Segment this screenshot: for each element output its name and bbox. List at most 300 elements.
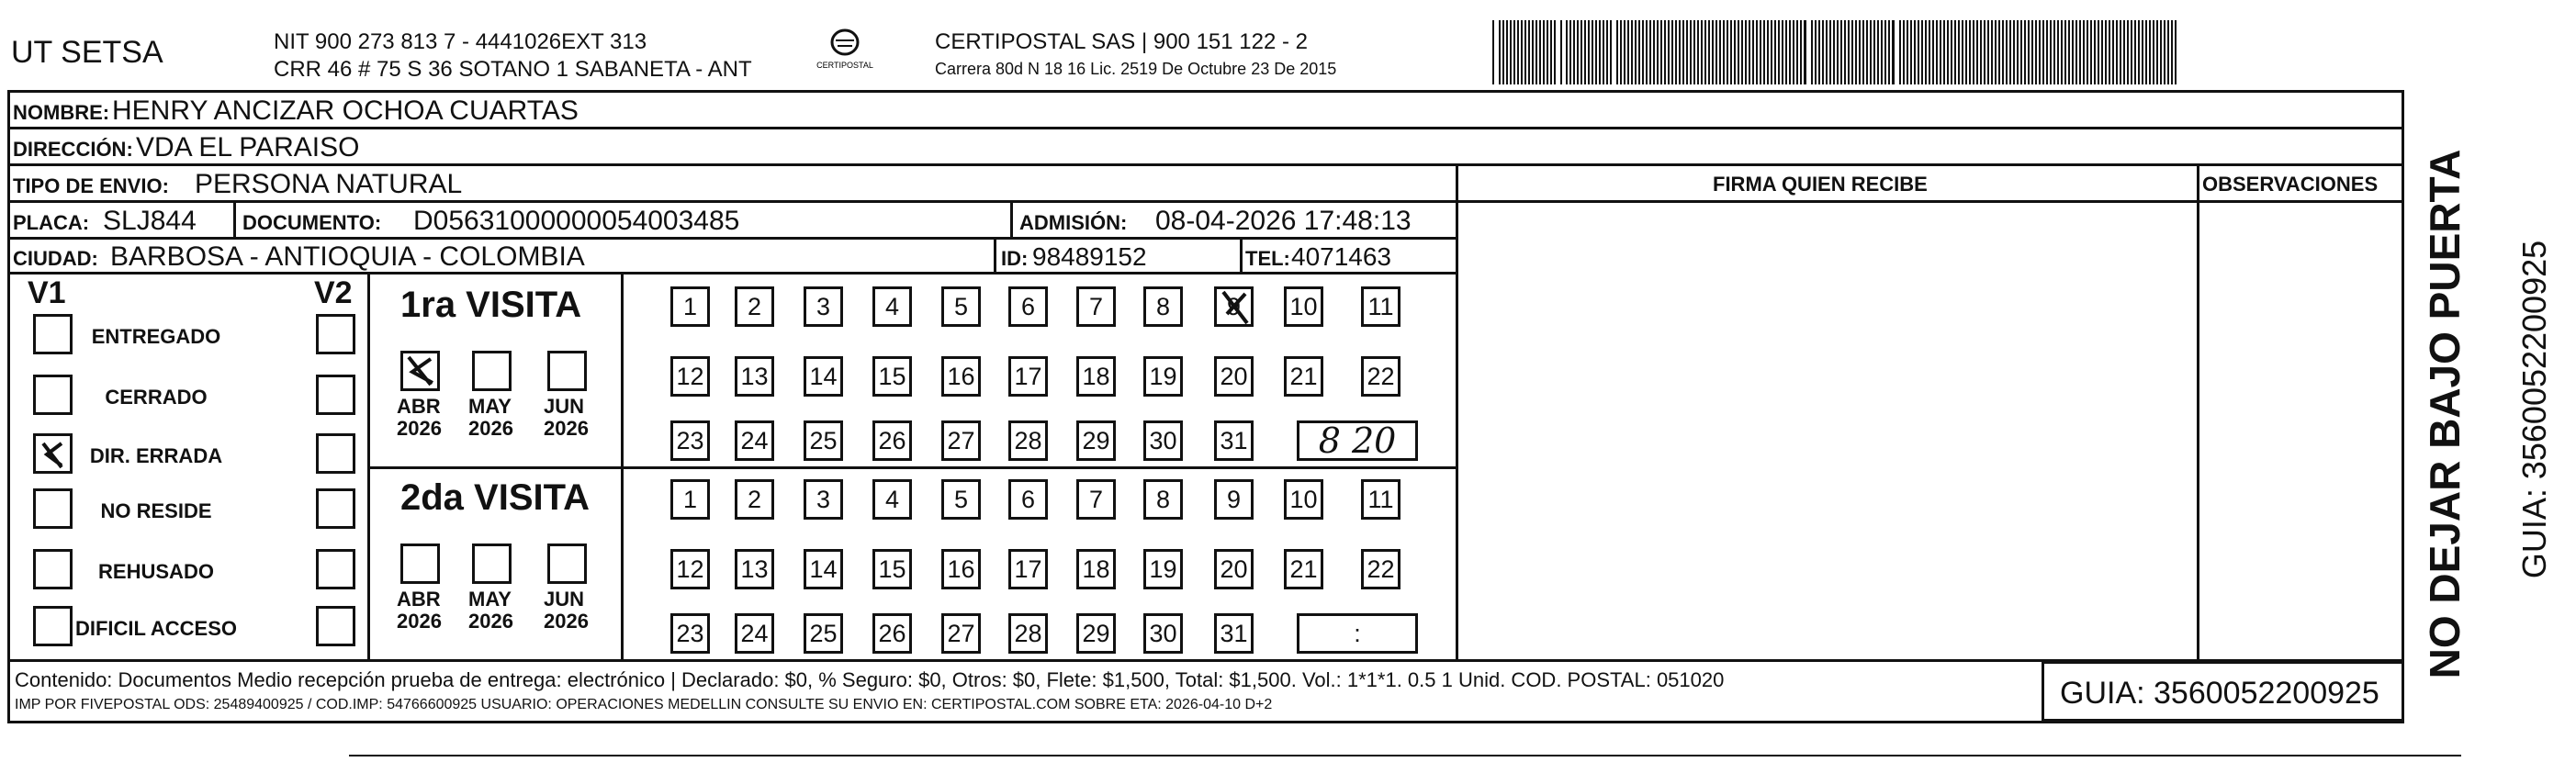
direccion-value: VDA EL PARAISO: [136, 132, 360, 162]
barcode-bar: [1866, 20, 1868, 84]
v2-checkbox[interactable]: [316, 488, 355, 529]
barcode-bar: [2031, 20, 2033, 84]
day-box[interactable]: 27: [941, 420, 981, 461]
barcode-bar: [2167, 20, 2169, 84]
status-label: CERRADO: [105, 386, 208, 409]
barcode-bar: [1517, 20, 1519, 84]
barcode-bar: [2028, 20, 2030, 84]
barcode-bar: [1998, 20, 2000, 84]
carrier-name: CERTIPOSTAL SAS | 900 151 122 - 2: [935, 29, 1308, 54]
status-label: DIFICIL ACCESO: [74, 617, 237, 640]
barcode-bar: [1892, 20, 1895, 84]
barcode-bar: [2083, 20, 2085, 84]
nombre-value: HENRY ANCIZAR OCHOA CUARTAS: [112, 95, 579, 126]
day-box[interactable]: 23: [670, 420, 710, 461]
barcode-bar: [1535, 20, 1537, 84]
barcode-bar: [2145, 20, 2147, 84]
day-box[interactable]: 12: [670, 549, 710, 589]
side-text-area: [2408, 90, 2553, 723]
day-box[interactable]: 14: [804, 356, 843, 397]
barcode-bar: [1815, 20, 1817, 84]
year-label: 2026: [468, 417, 513, 440]
day-box[interactable]: 13: [735, 356, 774, 397]
barcode-bar: [1793, 20, 1794, 84]
ciudad-value: BARBOSA - ANTIOQUIA - COLOMBIA: [110, 241, 585, 272]
year-label: 2026: [468, 610, 513, 633]
barcode-bar: [2098, 20, 2099, 84]
barcode-bar: [1610, 20, 1612, 84]
barcode-bar: [1940, 20, 1941, 84]
direccion-label: DIRECCIÓN:: [13, 138, 133, 161]
barcode-bar: [1510, 20, 1512, 84]
barcode-bar: [1603, 20, 1604, 84]
barcode-bar: [2039, 20, 2041, 84]
day-box[interactable]: 14: [804, 549, 843, 589]
footer-line2: IMP POR FIVEPOSTAL ODS: 25489400925 / COD.IMP: 54766600925 USUARIO: OPERACIONES MEDELLIN CONSULTE SU ENVIO EN: CERTIPOSTAL.COM SOBRE ETA: 2026-04-10 D+2: [15, 697, 1273, 712]
barcode-bar: [1528, 20, 1530, 84]
barcode-bar: [1708, 20, 1710, 84]
barcode-bar: [2017, 20, 2019, 84]
barcode-bar: [1903, 20, 1905, 84]
day-box[interactable]: 17: [1008, 356, 1048, 397]
barcode-bar: [1686, 20, 1688, 84]
barcode-bar: [1715, 20, 1717, 84]
firma-label: FIRMA QUIEN RECIBE: [1713, 173, 1928, 196]
barcode-bar: [1877, 20, 1879, 84]
day-box[interactable]: 10: [1284, 286, 1323, 327]
barcode-bar: [1859, 20, 1861, 84]
barcode-bar: [2120, 20, 2121, 84]
barcode-bar: [2072, 20, 2074, 84]
barcode-bar: [2127, 20, 2129, 84]
barcode-bar: [1840, 20, 1842, 84]
barcode-bar: [1712, 20, 1714, 84]
placa-value: SLJ844: [103, 206, 197, 236]
barcode-bar: [1752, 20, 1754, 84]
barcode-bar: [2142, 20, 2143, 84]
barcode-bar: [1690, 20, 1692, 84]
barcode-bar: [1554, 20, 1556, 84]
barcode-bar: [1855, 20, 1857, 84]
year-label: 2026: [397, 417, 442, 440]
barcode-bar: [1547, 20, 1548, 84]
certipostal-logo: [808, 28, 882, 73]
barcode-bar: [1763, 20, 1765, 84]
barcode-bar: [1984, 20, 1985, 84]
barcode-bar: [1822, 20, 1824, 84]
barcode-bar: [2131, 20, 2132, 84]
day-box[interactable]: 20: [1214, 549, 1254, 589]
month-label: ABR: [397, 395, 441, 418]
day-box[interactable]: 22: [1361, 549, 1400, 589]
barcode-bar: [1782, 20, 1783, 84]
barcode-bar: [1969, 20, 1971, 84]
barcode-bar: [1671, 20, 1673, 84]
barcode-bar: [2153, 20, 2154, 84]
barcode-bar: [2101, 20, 2103, 84]
day-box[interactable]: 5: [941, 479, 981, 520]
barcode-bar: [1738, 20, 1739, 84]
barcode-bar: [1873, 20, 1875, 84]
id-value: 98489152: [1032, 242, 1147, 271]
barcode-bar: [1929, 20, 1930, 84]
day-box[interactable]: 17: [1008, 549, 1048, 589]
day-box[interactable]: 8: [1143, 286, 1183, 327]
month-checkbox[interactable]: [472, 351, 512, 391]
barcode-bar: [1907, 20, 1908, 84]
day-box[interactable]: 28: [1008, 420, 1048, 461]
month-label: MAY: [468, 395, 512, 418]
barcode-bar: [1638, 20, 1640, 84]
barcode: [1492, 20, 2181, 84]
barcode-bar: [1492, 20, 1494, 84]
barcode-bar: [1888, 20, 1890, 84]
carrier-license: Carrera 80d N 18 16 Lic. 2519 De Octubre 23 De 2015: [935, 60, 1337, 78]
barcode-bar: [1573, 20, 1575, 84]
barcode-bar: [1829, 20, 1831, 84]
barcode-bar: [2090, 20, 2092, 84]
barcode-bar: [1588, 20, 1590, 84]
day-box[interactable]: 29: [1076, 613, 1116, 654]
second-visit-title: 2da VISITA: [400, 477, 590, 518]
year-label: 2026: [544, 417, 589, 440]
barcode-bar: [1506, 20, 1508, 84]
month-checkbox[interactable]: [400, 351, 440, 391]
barcode-bar: [1745, 20, 1747, 84]
barcode-bar: [2134, 20, 2136, 84]
day-box[interactable]: 2: [735, 479, 774, 520]
barcode-bar: [1660, 20, 1662, 84]
barcode-bar: [1833, 20, 1835, 84]
barcode-bar: [1800, 20, 1802, 84]
day-box[interactable]: 25: [804, 420, 843, 461]
barcode-bar: [1620, 20, 1622, 84]
barcode-bar: [1521, 20, 1523, 84]
time-box[interactable]: 8 20: [1297, 420, 1418, 461]
barcode-bar: [1741, 20, 1743, 84]
barcode-bar: [1584, 20, 1586, 84]
day-box[interactable]: 21: [1284, 356, 1323, 397]
barcode-bar: [1987, 20, 1989, 84]
barcode-bar: [2009, 20, 2011, 84]
admision-value: 08-04-2026 17:48:13: [1155, 206, 1412, 236]
documento-value: D05631000000054003485: [413, 206, 740, 236]
barcode-bar: [1513, 20, 1515, 84]
barcode-bar: [1749, 20, 1750, 84]
day-box[interactable]: 25: [804, 613, 843, 654]
barcode-bar: [2160, 20, 2162, 84]
tel-value: 4071463: [1291, 242, 1392, 271]
month-checkbox[interactable]: [472, 543, 512, 584]
barcode-bar: [1774, 20, 1776, 84]
status-label: REHUSADO: [98, 560, 214, 583]
day-box[interactable]: 23: [670, 613, 710, 654]
barcode-bar: [2035, 20, 2037, 84]
day-box[interactable]: 29: [1076, 420, 1116, 461]
barcode-bar: [2020, 20, 2022, 84]
day-box[interactable]: 7: [1076, 286, 1116, 327]
barcode-bar: [2006, 20, 2008, 84]
barcode-bar: [2042, 20, 2044, 84]
barcode-bar: [2171, 20, 2173, 84]
barcode-bar: [1980, 20, 1982, 84]
day-box[interactable]: 4: [872, 286, 912, 327]
barcode-bar: [1947, 20, 1949, 84]
barcode-bar: [1657, 20, 1659, 84]
year-label: 2026: [544, 610, 589, 633]
placa-label: PLACA:: [13, 211, 90, 234]
barcode-bar: [1962, 20, 1963, 84]
year-label: 2026: [397, 610, 442, 633]
month-checkbox[interactable]: [400, 543, 440, 584]
day-box[interactable]: 11: [1361, 286, 1400, 327]
day-box[interactable]: 7: [1076, 479, 1116, 520]
svg-text:CERTIPOSTAL: CERTIPOSTAL: [816, 61, 873, 70]
barcode-bar: [1767, 20, 1769, 84]
day-box[interactable]: 6: [1008, 286, 1048, 327]
barcode-bar: [1756, 20, 1758, 84]
observaciones-label: OBSERVACIONES: [2202, 173, 2379, 196]
barcode-bar: [1910, 20, 1912, 84]
day-box[interactable]: 24: [735, 613, 774, 654]
barcode-bar: [1664, 20, 1666, 84]
barcode-bar: [1693, 20, 1695, 84]
barcode-bar: [1918, 20, 1919, 84]
barcode-bar: [2075, 20, 2077, 84]
day-box[interactable]: 10: [1284, 479, 1323, 520]
barcode-bar: [1543, 20, 1545, 84]
barcode-bar: [2068, 20, 2070, 84]
barcode-bar: [1973, 20, 1974, 84]
status-label: DIR. ERRADA: [89, 444, 223, 467]
day-box[interactable]: 18: [1076, 356, 1116, 397]
footer-line1: Contenido: Documentos Medio recepción prueba de entrega: electrónico | Declarado: $0, % Seguro: $0, Otros: $0, Flete: $1,500, Total: $1,500. Vol.: 1*1*1. 0.5 1 Unid. COD. POSTAL: 051020: [15, 668, 1725, 691]
status-label: ENTREGADO: [91, 325, 221, 348]
barcode-bar: [1837, 20, 1839, 84]
month-label: MAY: [468, 588, 512, 611]
barcode-bar: [2053, 20, 2055, 84]
day-box[interactable]: 31: [1214, 420, 1254, 461]
v2-checkbox[interactable]: [316, 314, 355, 354]
day-box[interactable]: 3: [804, 479, 843, 520]
v2-header: V2: [314, 275, 353, 310]
barcode-bar: [1826, 20, 1828, 84]
month-label: ABR: [397, 588, 441, 611]
barcode-bar: [1881, 20, 1883, 84]
company-name: UT SETSA: [11, 35, 163, 70]
day-check-mark: [1214, 286, 1254, 327]
barcode-bar: [1991, 20, 1993, 84]
day-box[interactable]: 19: [1143, 549, 1183, 589]
day-box[interactable]: 16: [941, 549, 981, 589]
barcode-bar: [2064, 20, 2066, 84]
barcode-bar: [1951, 20, 1952, 84]
barcode-bar: [2024, 20, 2026, 84]
barcode-bar: [1862, 20, 1864, 84]
barcode-bar: [1682, 20, 1684, 84]
barcode-bar: [1499, 20, 1501, 84]
barcode-bar: [1943, 20, 1945, 84]
barcode-bar: [1560, 20, 1562, 84]
nombre-label: NOMBRE:: [13, 101, 110, 124]
documento-label: DOCUMENTO:: [242, 211, 382, 234]
v2-checkbox[interactable]: [316, 606, 355, 646]
company-nit: NIT 900 273 813 7 - 4441026EXT 313: [274, 29, 647, 54]
barcode-bar: [1811, 20, 1813, 84]
day-box[interactable]: 16: [941, 356, 981, 397]
barcode-bar: [1624, 20, 1625, 84]
day-box[interactable]: 9: [1214, 479, 1254, 520]
barcode-bar: [1976, 20, 1978, 84]
v1-header: V1: [28, 275, 66, 310]
barcode-bar: [1642, 20, 1644, 84]
barcode-bar: [2046, 20, 2048, 84]
day-box[interactable]: 8: [1143, 479, 1183, 520]
barcode-bar: [1914, 20, 1916, 84]
barcode-bar: [1844, 20, 1846, 84]
day-box[interactable]: 26: [872, 420, 912, 461]
day-box[interactable]: 27: [941, 613, 981, 654]
day-box[interactable]: 1: [670, 286, 710, 327]
day-box[interactable]: 30: [1143, 613, 1183, 654]
month-checkbox[interactable]: [547, 543, 587, 584]
day-box[interactable]: 18: [1076, 549, 1116, 589]
day-box[interactable]: 3: [804, 286, 843, 327]
barcode-bar: [1818, 20, 1820, 84]
tipo-value: PERSONA NATURAL: [195, 169, 463, 199]
barcode-bar: [1653, 20, 1655, 84]
month-checkbox[interactable]: [547, 351, 587, 391]
barcode-bar: [1796, 20, 1798, 84]
barcode-bar: [2138, 20, 2140, 84]
barcode-bar: [1595, 20, 1597, 84]
barcode-bar: [1668, 20, 1670, 84]
barcode-bar: [1925, 20, 1927, 84]
day-box[interactable]: 26: [872, 613, 912, 654]
day-box[interactable]: 13: [735, 549, 774, 589]
barcode-bar: [1532, 20, 1534, 84]
day-box[interactable]: 15: [872, 356, 912, 397]
barcode-bar: [1958, 20, 1960, 84]
day-box[interactable]: 22: [1361, 356, 1400, 397]
barcode-bar: [1679, 20, 1681, 84]
barcode-bar: [1635, 20, 1637, 84]
barcode-bar: [2116, 20, 2118, 84]
admision-label: ADMISIÓN:: [1019, 211, 1128, 234]
barcode-bar: [1936, 20, 1938, 84]
barcode-bar: [1932, 20, 1934, 84]
barcode-bar: [1789, 20, 1791, 84]
day-box[interactable]: 20: [1214, 356, 1254, 397]
no-dejar-warning: NO DEJAR BAJO PUERTA: [2421, 149, 2469, 679]
barcode-bar: [1606, 20, 1608, 84]
day-box[interactable]: 6: [1008, 479, 1048, 520]
barcode-bar: [1954, 20, 1956, 84]
barcode-bar: [1723, 20, 1725, 84]
barcode-bar: [2057, 20, 2059, 84]
barcode-bar: [1995, 20, 1997, 84]
barcode-bar: [1771, 20, 1772, 84]
barcode-bar: [1631, 20, 1633, 84]
barcode-bar: [2061, 20, 2063, 84]
barcode-bar: [1899, 20, 1901, 84]
day-box[interactable]: 2: [735, 286, 774, 327]
barcode-bar: [1760, 20, 1761, 84]
month-label: JUN: [544, 588, 585, 611]
barcode-bar: [1778, 20, 1780, 84]
first-visit-title: 1ra VISITA: [400, 285, 582, 325]
barcode-bar: [1616, 20, 1618, 84]
barcode-bar: [1577, 20, 1579, 84]
barcode-bar: [1851, 20, 1853, 84]
barcode-bar: [1539, 20, 1541, 84]
day-box[interactable]: 15: [872, 549, 912, 589]
day-box[interactable]: 12: [670, 356, 710, 397]
barcode-bar: [1785, 20, 1787, 84]
day-box[interactable]: 24: [735, 420, 774, 461]
barcode-bar: [2094, 20, 2096, 84]
day-box[interactable]: 28: [1008, 613, 1048, 654]
barcode-bar: [1550, 20, 1552, 84]
barcode-bar: [1599, 20, 1601, 84]
day-box[interactable]: 21: [1284, 549, 1323, 589]
day-box[interactable]: 31: [1214, 613, 1254, 654]
v2-checkbox[interactable]: [316, 549, 355, 589]
barcode-bar: [1727, 20, 1728, 84]
barcode-bar: [1649, 20, 1651, 84]
barcode-bar: [1730, 20, 1732, 84]
barcode-bar: [2123, 20, 2125, 84]
v2-checkbox[interactable]: [316, 433, 355, 474]
barcode-bar: [1965, 20, 1967, 84]
company-address: CRR 46 # 75 S 36 SOTANO 1 SABANETA - ANT: [274, 57, 752, 82]
time-box[interactable]: :: [1297, 613, 1418, 654]
barcode-bar: [2050, 20, 2052, 84]
barcode-bar: [1921, 20, 1923, 84]
day-box[interactable]: 5: [941, 286, 981, 327]
barcode-bar: [2013, 20, 2015, 84]
barcode-bar: [1848, 20, 1850, 84]
barcode-bar: [1719, 20, 1721, 84]
v2-checkbox[interactable]: [316, 375, 355, 415]
month-label: JUN: [544, 395, 585, 418]
barcode-bar: [2087, 20, 2088, 84]
side-guia: GUIA: 3560052200925: [2515, 240, 2553, 579]
barcode-bar: [2002, 20, 2004, 84]
day-box[interactable]: 1: [670, 479, 710, 520]
ciudad-label: CIUDAD:: [13, 247, 98, 270]
barcode-bar: [1675, 20, 1677, 84]
barcode-bar: [2112, 20, 2114, 84]
day-box[interactable]: 11: [1361, 479, 1400, 520]
barcode-bar: [1569, 20, 1571, 84]
barcode-bar: [2175, 20, 2177, 84]
barcode-bar: [1701, 20, 1703, 84]
barcode-bar: [1884, 20, 1886, 84]
day-box[interactable]: 4: [872, 479, 912, 520]
barcode-bar: [1566, 20, 1568, 84]
status-label: NO RESIDE: [100, 499, 212, 522]
barcode-bar: [2079, 20, 2081, 84]
day-box[interactable]: 30: [1143, 420, 1183, 461]
day-box[interactable]: 19: [1143, 356, 1183, 397]
barcode-bar: [1734, 20, 1736, 84]
barcode-bar: [1502, 20, 1504, 84]
barcode-bar: [2164, 20, 2165, 84]
day-box[interactable]: 9: [1214, 286, 1254, 327]
id-label: ID:: [1001, 247, 1029, 270]
barcode-bar: [1580, 20, 1582, 84]
